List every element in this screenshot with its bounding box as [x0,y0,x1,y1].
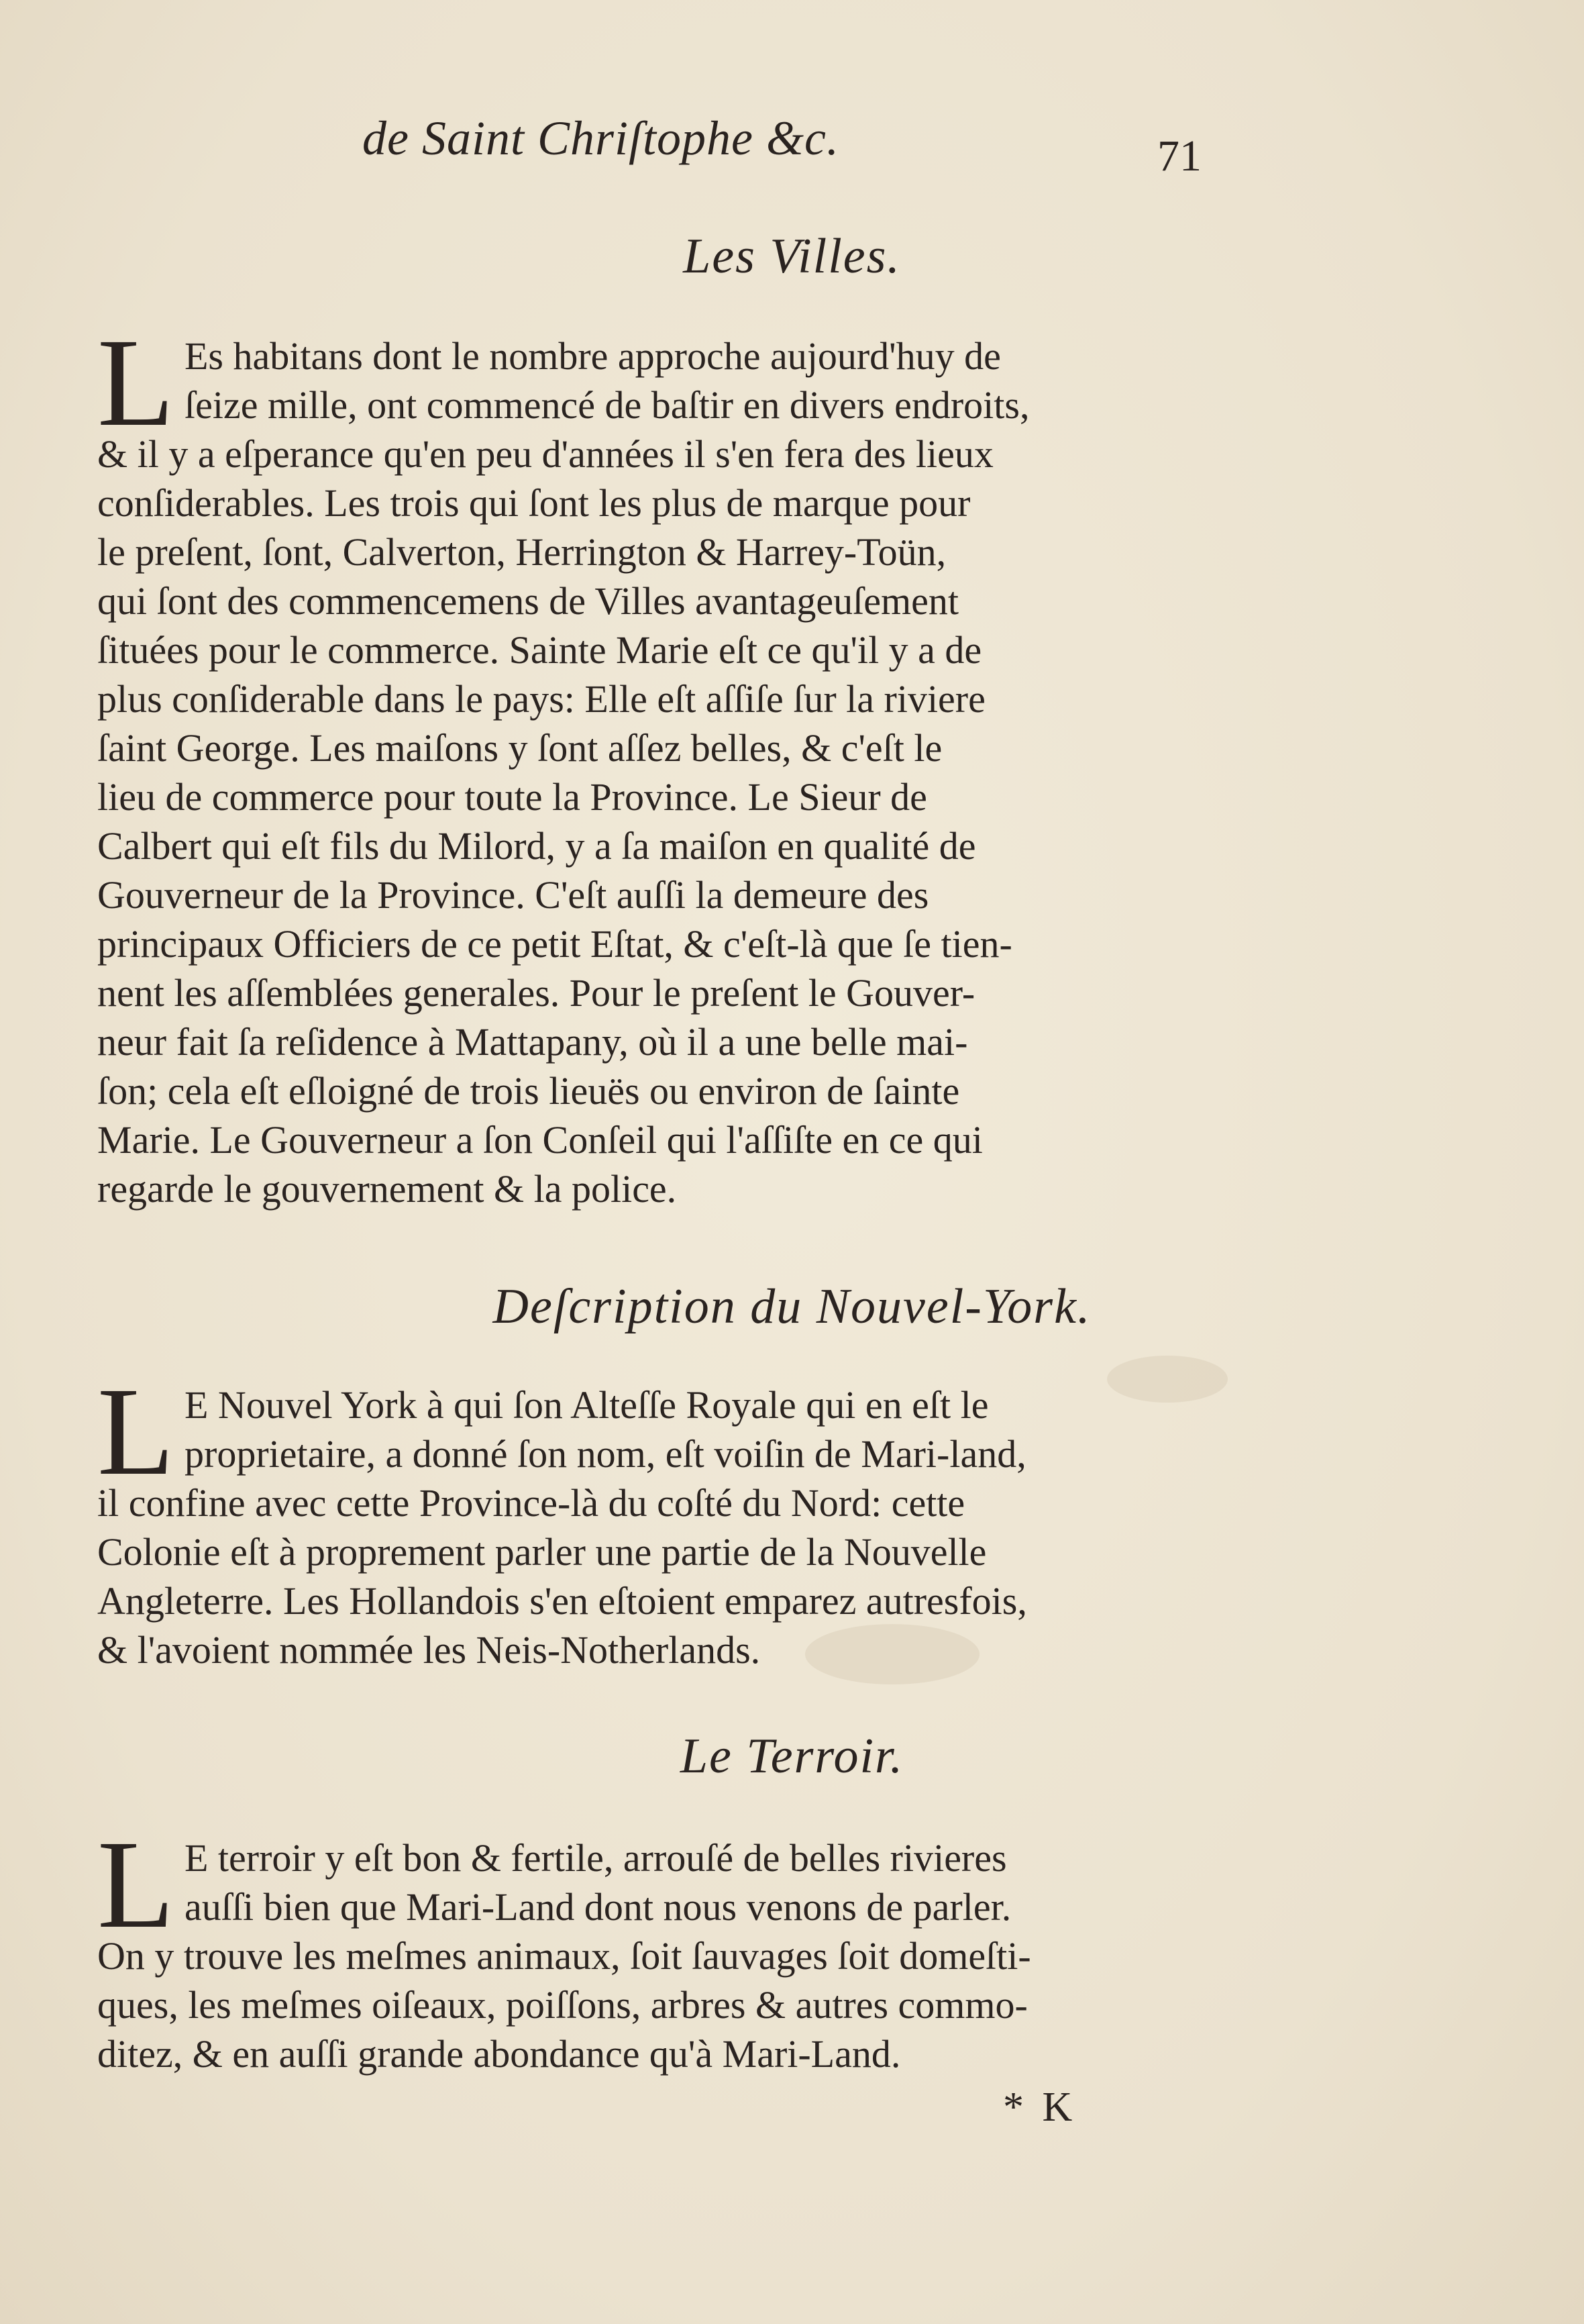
text-line: lieu de commerce pour toute la Province. Le Sieur de [97,775,927,819]
text-line: ſeize mille, ont commencé de baſtir en divers endroits, [184,383,1030,427]
text-line: qui ſont des commencemens de Villes avantageuſement [97,579,959,623]
text-line: regarde le gouvernement & la police. [97,1167,677,1211]
catchword: * K [1003,2084,1077,2130]
text-line: E terroir y eſt bon & fertile, arrouſé de belles rivieres [184,1836,1007,1880]
text-line: le preſent, ſont, Calverton, Herrington & Harrey-Toün, [97,530,947,574]
text-line: plus conſiderable dans le pays: Elle eſt aſſiſe ſur la riviere [97,677,986,721]
text-line: On y trouve les meſmes animaux, ſoit ſauvages ſoit domeſti- [97,1934,1031,1978]
text-line: Marie. Le Gouverneur a ſon Conſeil qui l'aſſiſte en ce qui [97,1118,983,1162]
text-line: neur fait ſa reſidence à Mattapany, où il a une belle mai- [97,1020,968,1064]
text-line: nent les aſſemblées generales. Pour le preſent le Gouver- [97,971,975,1015]
text-line: il confine avec cette Province-là du coſté du Nord: cette [97,1481,965,1525]
drop-cap: L [97,312,174,452]
drop-cap: L [97,1814,174,1954]
text-line: Angleterre. Les Hollandois s'en eſtoient emparez autresfois, [97,1579,1027,1623]
text-line: E Nouvel York à qui ſon Alteſſe Royale qui en eſt le [184,1383,989,1427]
text-line: ques, les meſmes oiſeaux, poiſſons, arbres & autres commo- [97,1983,1028,2027]
text-line: & l'avoient nommée les Neis-Notherlands. [97,1628,761,1672]
text-line: ſituées pour le commerce. Sainte Marie eſt ce qu'il y a de [97,628,982,672]
text-line: Es habitans dont le nombre approche aujourd'huy de [184,334,1001,378]
text-line: principaux Officiers de ce petit Eſtat, & c'eſt-là que ſe tien- [97,922,1012,966]
section-heading: Les Villes. [683,229,901,284]
text-line: proprietaire, a donné ſon nom, eſt voiſin de Mari-land, [184,1432,1026,1476]
foxing-stain [805,1624,980,1684]
running-head: de Saint Chriſtophe &c. [362,111,839,165]
page-number: 71 [1157,132,1202,181]
text-line: ditez, & en auſſi grande abondance qu'à Mari-Land. [97,2032,901,2076]
section-heading: Deſcription du Nouvel-York. [492,1279,1092,1334]
text-line: conſiderables. Les trois qui ſont les plus de marque pour [97,481,971,525]
text-line: auſſi bien que Mari-Land dont nous venons de parler. [184,1885,1012,1929]
text-line: Calbert qui eſt fils du Milord, y a ſa maiſon en qualité de [97,824,976,868]
text-line: ſaint George. Les maiſons y ſont aſſez belles, & c'eſt le [97,726,943,770]
text-line: Colonie eſt à proprement parler une partie de la Nouvelle [97,1530,987,1574]
foxing-stain [1107,1356,1228,1403]
drop-cap: L [97,1361,174,1501]
section-heading: Le Terroir. [680,1729,904,1784]
text-line: Gouverneur de la Province. C'eſt auſſi la demeure des [97,873,929,917]
text-line: ſon; cela eſt eſloigné de trois lieuës ou environ de ſainte [97,1069,960,1113]
text-line: & il y a eſperance qu'en peu d'années il s'en fera des lieux [97,432,994,476]
